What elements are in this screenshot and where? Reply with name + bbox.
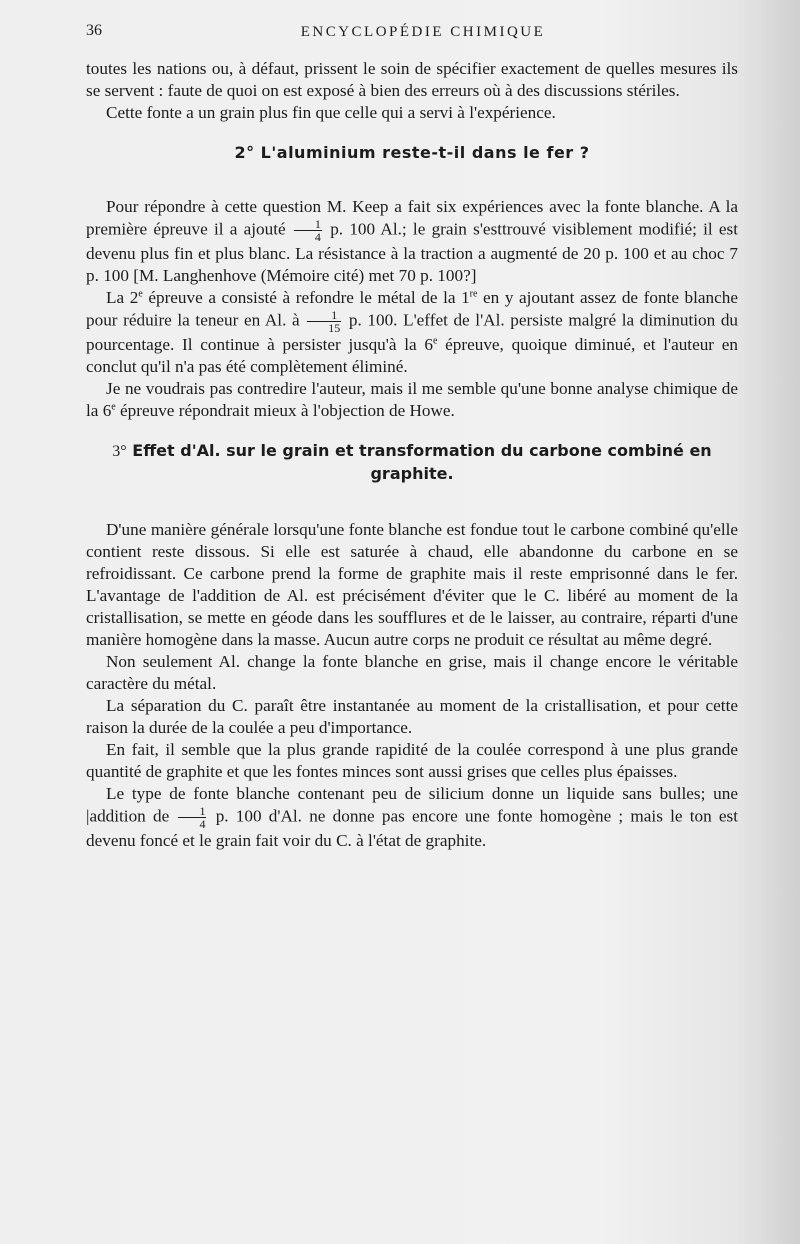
text-run: p. 100. L'effet de l'Al. persiste malgré la diminution du pourcentage. Il continue à persister jusqu'à la 6 (86, 310, 739, 354)
paragraph-keep-experiments (86, 196, 738, 287)
paragraph-second-test (86, 287, 738, 378)
section-heading-3 (86, 440, 738, 485)
fraction (294, 218, 322, 243)
superscript: e (111, 401, 116, 413)
text-run: p. 100 Al.; le grain s'esttrouvé visiblement modifié; il est devenu plus fin et plus blanc. La résistance à la traction a augmenté de 20 p. 100 et au choc 7 p. 100 [M. Langhenhove (Mémoire cité) met 70 p. 100?] (86, 219, 739, 285)
paragraph-casting-speed: En fait, il semble que la plus grande rapidité de la coulée correspond à une plus grande quantité de graphite et que les fontes minces sont aussi grises que celles plus épaisses. (86, 740, 738, 781)
fraction (178, 805, 206, 830)
fraction-denominator: 4 (314, 230, 321, 244)
paragraph-author-objection (86, 378, 738, 422)
text-run: Le type de fonte blanche contenant peu de silicium donne un liquide sans bulles; une |addition de (86, 784, 738, 826)
paragraph-grain: Cette fonte a un grain plus fin que celle qui a servi à l'expérience. (106, 103, 556, 122)
superscript: re (469, 288, 478, 300)
page-number: 36 (86, 22, 102, 39)
text-run: épreuve a consisté à refondre le métal de la 1 (142, 288, 470, 307)
section-heading-2 (86, 142, 738, 164)
section-title: L'aluminium reste-t-il dans le fer ? (260, 143, 590, 162)
text-run: La 2 (106, 288, 139, 307)
fraction-numerator: 1 (178, 805, 206, 818)
fraction-numerator: 1 (307, 309, 341, 322)
text-run: p. 100 d'Al. ne donne pas encore une fonte homogène ; mais le ton est devenu foncé et le grain fait voir du C. à l'état de graphite. (86, 806, 739, 850)
fraction-numerator: 1 (294, 218, 322, 231)
text-run: épreuve, quoique diminué, et l'auteur en conclut qu'il n'a pas été complètement éliminé. (86, 335, 738, 376)
text-run: en y ajoutant assez de fonte blanche pour réduire la teneur en Al. à (86, 288, 738, 330)
paragraph-low-silicon (86, 783, 738, 852)
fraction-denominator: 15 (328, 321, 341, 335)
paragraph-carbon: D'une manière générale lorsqu'une fonte blanche est fondue tout le carbone combiné qu'elle contient reste dissous. Si elle est saturée à chaud, elle abandonne du carbone en se refroidissant. Ce carbone prend la forme de graphite mais il reste emprisonné dans le fer. L'avantage de l'addition de Al. est précisément d'éviter que le C. libéré au moment de la cristallisation, se mette en géode dans les soufflures et de le laisser, au contraire, réparti d'une manière homogène dans la masse. Aucun autre corps ne produit ce résultat au même degré. (86, 520, 738, 649)
paragraph-intro: toutes les nations ou, à défaut, prissent le soin de spécifier exactement de quelles mesures ils se servent : faute de quoi on est exposé à bien des erreurs où à des discussions stériles. (86, 59, 738, 100)
superscript: e (432, 335, 438, 347)
section-number: 2° (234, 143, 255, 162)
superscript: e (138, 288, 143, 300)
text-run: épreuve répondrait mieux à l'objection de Howe. (115, 401, 455, 420)
section-title: Effet d'Al. sur le grain et transformation du carbone combiné en graphite. (132, 441, 712, 483)
paragraph-grey-iron: Non seulement Al. change la fonte blanche en grise, mais il change encore le véritable caractère du métal. (86, 652, 738, 693)
section-number: 3° (112, 443, 127, 460)
text-run: Pour répondre à cette question M. Keep a fait six expériences avec la fonte blanche. A la première épreuve il a ajouté (86, 197, 738, 239)
running-header (86, 22, 760, 44)
paragraph-separation: La séparation du C. paraît être instantanée au moment de la cristallisation, et pour cette raison la durée de la coulée a peu d'importance. (86, 696, 738, 737)
running-title: ENCYCLOPÉDIE CHIMIQUE (300, 24, 546, 40)
text-run: Je ne voudrais pas contredire l'auteur, mais il me semble qu'une bonne analyse chimique de la 6 (86, 379, 738, 420)
fraction (307, 309, 341, 334)
fraction-denominator: 4 (199, 817, 206, 831)
page-body (86, 58, 738, 852)
